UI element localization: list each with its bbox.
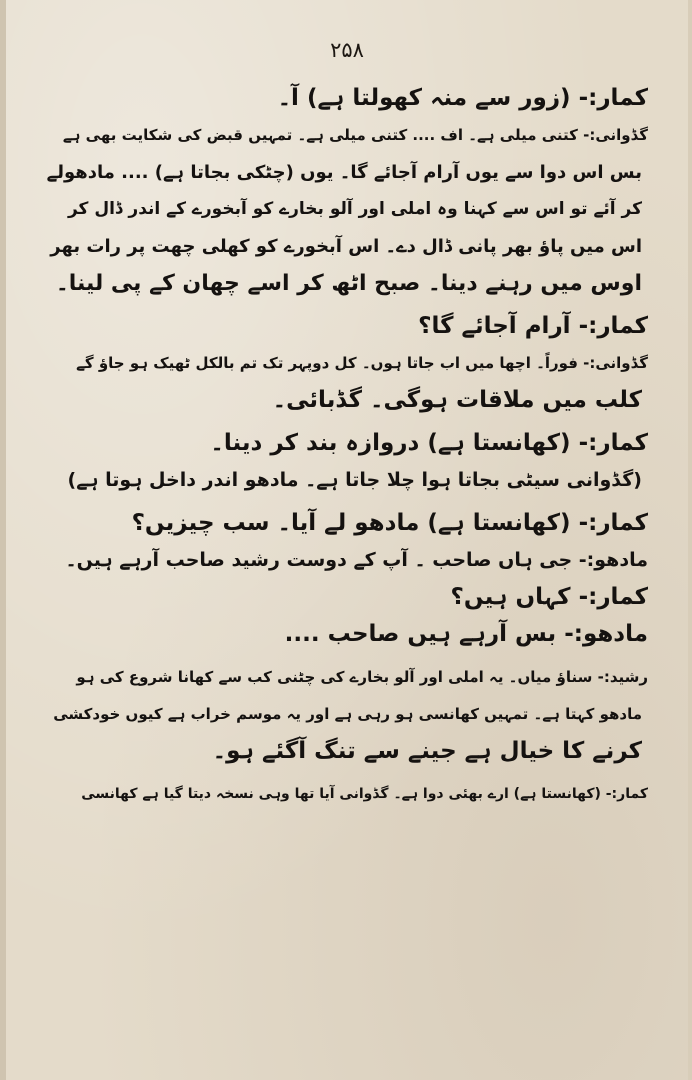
text-line: کمار:- (کھانستا ہے) ارے بھئی دوا ہے۔ گڈوانی آیا تھا وہی نسخہ دیتا گیا ہے کھانسی (81, 786, 648, 802)
text-line: مادھو:- بس آرہے ہیں صاحب .... (284, 621, 648, 647)
text-line: کمار:- کہاں ہیں؟ (450, 584, 648, 610)
text-line: اس میں پاؤ بھر پانی ڈال دے۔ اس آبخورے کو کھلی چھت پر رات بھر (50, 236, 642, 257)
text-line: گڈوانی:- کتنی میلی ہے۔ اف .... کتنی میلی ہے۔ تمہیں قبض کی شکایت بھی ہے (62, 126, 648, 144)
text-line: گڈوانی:- فوراً۔ اچھا میں اب جاتا ہوں۔ کل دوپہر تک تم بالکل ٹھیک ہو جاؤ گے (76, 354, 648, 372)
page-number: ۲۵۸ (330, 38, 364, 62)
text-line: مادھو:- جی ہاں صاحب ۔ آپ کے دوست رشید صاحب آرہے ہیں۔ (65, 549, 648, 571)
text-line: کلب میں ملاقات ہوگی۔ گڈبائی۔ (272, 387, 642, 413)
text-line: (گڈوانی سیٹی بجاتا ہوا چلا جاتا ہے۔ مادھو اندر داخل ہوتا ہے) (67, 469, 642, 491)
text-line: مادھو کہتا ہے۔ تمہیں کھانسی ہو رہی ہے اور یہ موسم خراب ہے کیوں خودکشی (53, 705, 642, 723)
text-line: کمار:- (کھانستا ہے) مادھو لے آیا۔ سب چیزیں؟ (131, 510, 648, 536)
text-line: کمار:- آرام آجائے گا؟ (418, 313, 648, 339)
text-line: کر آئے تو اس سے کہنا وہ املی اور آلو بخارے کو آبخورے کے اندر ڈال کر (67, 199, 642, 219)
text-line: کمار:- (زور سے منہ کھولتا ہے) آ۔ (277, 85, 648, 111)
text-line: بس اس دوا سے یوں آرام آجائے گا۔ یوں (چٹکی بجاتا ہے) .... مادھولے (46, 162, 642, 183)
text-line: کرنے کا خیال ہے جینے سے تنگ آگئے ہو۔ (212, 738, 642, 764)
text-line: اوس میں رہنے دینا۔ صبح اٹھ کر اسے چھان کے پی لینا۔ (55, 271, 642, 296)
text-body (46, 80, 648, 813)
text-line: کمار:- (کھانستا ہے) دروازہ بند کر دینا۔ (210, 430, 648, 456)
text-line: رشید:- سناؤ میاں۔ یہ املی اور آلو بخارے کی چٹنی کب سے کھانا شروع کی ہو (76, 668, 648, 686)
